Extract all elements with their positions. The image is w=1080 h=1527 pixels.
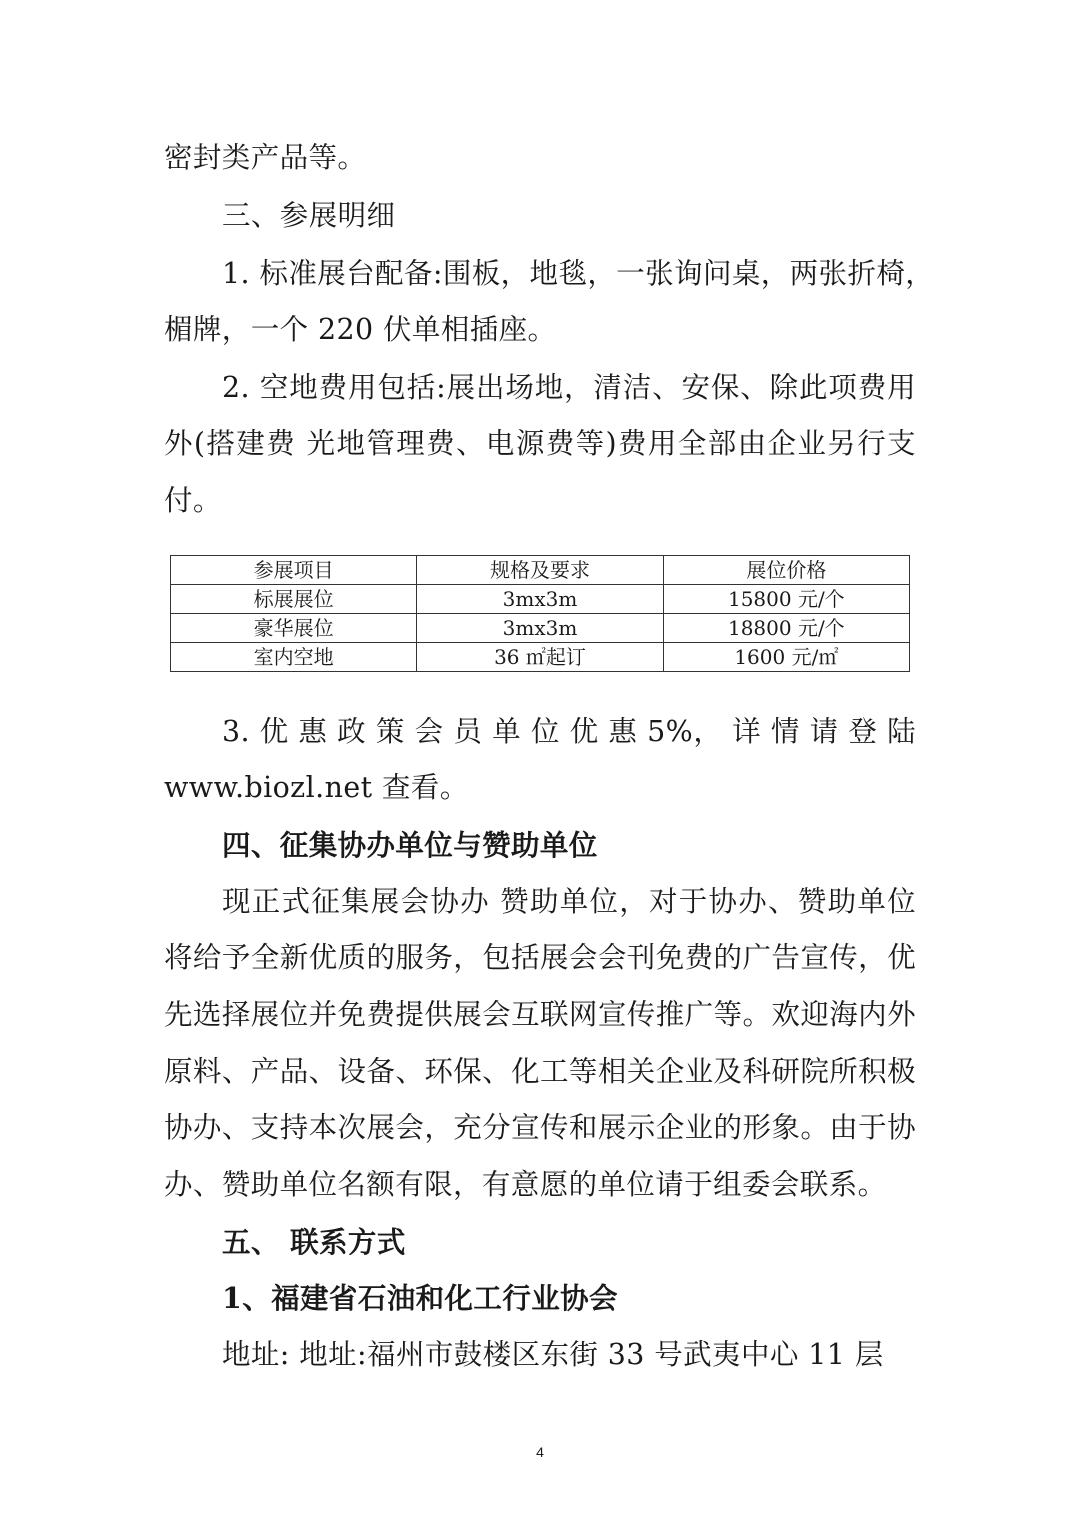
paragraph-3-line-2: www.biozl.net 查看。 [164,771,469,804]
section-heading-3: 三、参展明细 [222,199,396,232]
table-row [171,585,910,614]
contact-address: 地址: 地址:福州市鼓楼区东街 33 号武夷中心 11 层 [222,1338,884,1371]
pricing-table-container [170,555,910,672]
table-cell: 36 ㎡起订 [417,643,663,672]
table-row [171,643,910,672]
table-cell: 3mx3m [417,585,663,614]
table-header-cell: 规格及要求 [417,556,663,585]
table-cell: 1600 元/㎡ [663,643,909,672]
table-header-cell: 展位价格 [663,556,909,585]
table-header-cell: 参展项目 [171,556,417,585]
table-cell: 3mx3m [417,614,663,643]
paragraph-1-line-2: 楣牌，一个 220 伏单相插座。 [164,313,557,346]
paragraph-2-line-1: 2. 空地费用包括:展出场地，清洁、安保、除此项费用 [222,371,916,404]
paragraph-4-line-3: 先选择展位并免费提供展会互联网宣传推广等。欢迎海内外 [164,998,916,1031]
table-cell: 室内空地 [171,643,417,672]
table-cell: 豪华展位 [171,614,417,643]
paragraph-3-line-1: 3. 优 惠 政 策 会 员 单 位 优 惠 5%， 详 情 请 登 陆 [222,715,916,748]
paragraph-2-line-3: 付。 [164,484,222,517]
contact-org-name: 1、福建省石油和化工行业协会 [222,1281,618,1315]
table-cell: 18800 元/个 [663,614,909,643]
paragraph-4-line-2: 将给予全新优质的服务，包括展会会刊免费的广告宣传，优 [164,941,916,974]
paragraph-4-line-5: 协办、支持本次展会，充分宣传和展示企业的形象。由于协 [164,1111,916,1144]
pricing-table [170,555,910,672]
section-heading-5: 五、 联系方式 [222,1225,406,1259]
table-cell: 15800 元/个 [663,585,909,614]
paragraph-2-line-2: 外(搭建费 光地管理费、电源费等)费用全部由企业另行支 [164,427,916,460]
paragraph-4-line-4: 原料、产品、设备、环保、化工等相关企业及科研院所积极 [164,1055,916,1088]
table-cell: 标展展位 [171,585,417,614]
paragraph-4-line-1: 现正式征集展会协办 赞助单位，对于协办、赞助单位 [222,885,916,918]
text-line: 密封类产品等。 [164,141,367,174]
paragraph-4-line-6: 办、赞助单位名额有限，有意愿的单位请于组委会联系。 [164,1168,887,1201]
table-row [171,614,910,643]
table-header-row [171,556,910,585]
section-heading-4: 四、征集协办单位与赞助单位 [222,828,598,862]
page-number: 4 [536,1444,544,1460]
paragraph-1-line-1: 1. 标准展台配备:围板，地毯，一张询问桌，两张折椅， [222,257,935,290]
